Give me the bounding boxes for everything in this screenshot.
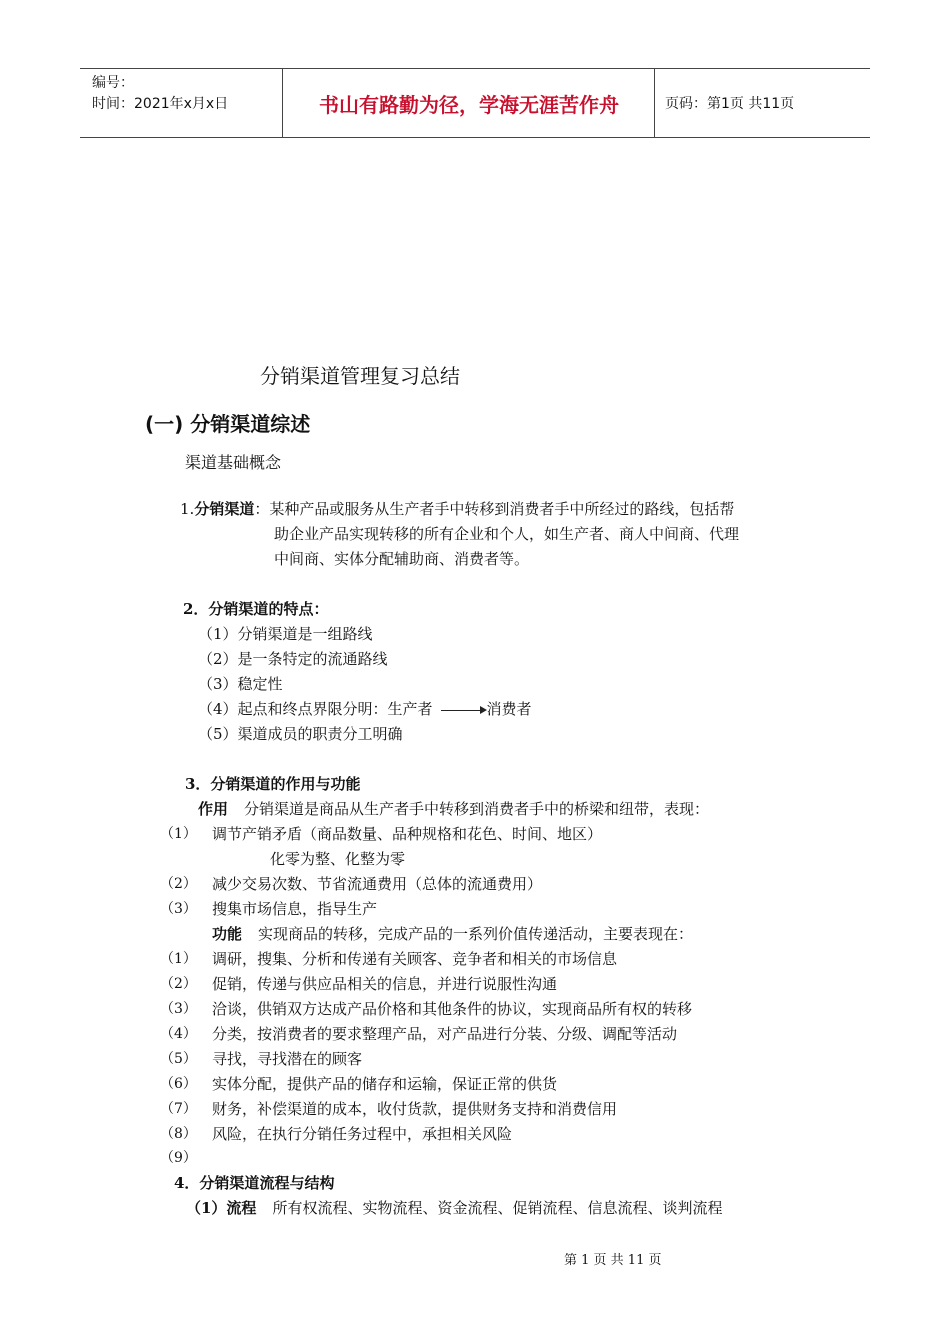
list-item: 财务，补偿渠道的成本，收付货款，提供财务支持和消费信用 xyxy=(212,1100,618,1118)
list-item: 搜集市场信息，指导生产 xyxy=(212,900,378,918)
page-footer: 第 1 页 共 11 页 xyxy=(564,1253,662,1268)
list-number: （3） xyxy=(160,901,197,917)
flow-line xyxy=(186,1197,722,1218)
list-item: 实体分配，提供产品的储存和运输，保证正常的供货 xyxy=(212,1075,558,1093)
list-item: 寻找，寻找潜在的顾客 xyxy=(212,1050,363,1068)
list-item: 洽谈，供销双方达成产品价格和其他条件的协议，实现商品所有权的转移 xyxy=(212,1000,693,1018)
list-number: （8） xyxy=(160,1126,197,1142)
item1-line2: 助企业产品实现转移的所有企业和个人，如生产者、商人中间商、代理 xyxy=(274,525,740,543)
list-number: （9） xyxy=(160,1150,197,1166)
item2-heading: 2．分销渠道的特点： xyxy=(183,600,329,618)
list-number: （4） xyxy=(160,1026,197,1042)
role-label: 作用 xyxy=(198,800,229,818)
flow-text: 所有权流程、实物流程、资金流程、促销流程、信息流程、谈判流程 xyxy=(272,1199,723,1217)
header-table xyxy=(80,68,870,138)
item1-text: 某种产品或服务从生产者手中转移到消费者手中所经过的路线，包括帮 xyxy=(269,500,735,518)
list-item: （3）稳定性 xyxy=(198,675,283,693)
list-item: 风险，在执行分销任务过程中，承担相关风险 xyxy=(212,1125,513,1143)
number-label: 编号： xyxy=(92,75,134,91)
header-page-label: 页码：第1页 共11页 xyxy=(665,96,795,112)
item1-term: 分销渠道 xyxy=(194,500,255,518)
header-motto: 书山有路勤为径，学海无涯苦作舟 xyxy=(319,93,619,117)
item4-heading: 4．分销渠道流程与结构 xyxy=(174,1174,335,1192)
list-number: （5） xyxy=(160,1051,197,1067)
list-number: （2） xyxy=(160,876,197,892)
role-text: 分销渠道是商品从生产者手中转移到消费者手中的桥梁和纽带，表现： xyxy=(244,800,710,818)
role-line xyxy=(198,798,709,819)
list-item: 分类，按消费者的要求整理产品，对产品进行分装、分级、调配等活动 xyxy=(212,1025,678,1043)
item1-colon: ： xyxy=(254,500,270,518)
list-item: （5）渠道成员的职责分工明确 xyxy=(198,725,403,743)
list-item: 促销，传递与供应品相关的信息，并进行说服性沟通 xyxy=(212,975,558,993)
function-line xyxy=(212,923,693,944)
list-item: 调节产销矛盾（商品数量、品种规格和花色、时间、地区） xyxy=(212,825,603,843)
list-item: 减少交易次数、节省流通费用（总体的流通费用） xyxy=(212,875,543,893)
item1-prefix: 1. xyxy=(180,500,195,518)
flow-label: （1）流程 xyxy=(186,1199,257,1217)
list-number: （7） xyxy=(160,1101,197,1117)
time-label: 时间：2021年x月x日 xyxy=(92,96,229,112)
list-item: （2）是一条特定的流通路线 xyxy=(198,650,388,668)
item1-line1 xyxy=(180,498,734,519)
arrow-right-icon xyxy=(441,710,485,711)
list-item: 调研，搜集、分析和传递有关顾客、竞争者和相关的市场信息 xyxy=(212,950,618,968)
arrow-end-label: 消费者 xyxy=(486,700,532,718)
function-text: 实现商品的转移，完成产品的一系列价值传递活动，主要表现在： xyxy=(258,925,694,943)
list-number: （1） xyxy=(160,951,197,967)
list-item: （1）分销渠道是一组路线 xyxy=(198,625,373,643)
list-number: （6） xyxy=(160,1076,197,1092)
list-item: 化零为整、化整为零 xyxy=(270,850,406,868)
item3-heading: 3．分销渠道的作用与功能 xyxy=(185,775,361,793)
item1-line3: 中间商、实体分配辅助商、消费者等。 xyxy=(274,550,530,568)
list-number: （2） xyxy=(160,976,197,992)
document-title: 分销渠道管理复习总结 xyxy=(260,364,460,388)
function-label: 功能 xyxy=(212,925,243,943)
section-heading: (一) 分销渠道综述 xyxy=(145,412,311,436)
section-subheading: 渠道基础概念 xyxy=(185,453,282,472)
list-item-text: （4）起点和终点界限分明：生产者 xyxy=(198,700,433,718)
list-number: （3） xyxy=(160,1001,197,1017)
list-number: （1） xyxy=(160,826,197,842)
header-divider xyxy=(654,69,655,137)
list-item xyxy=(198,698,532,719)
header-divider xyxy=(282,69,283,137)
